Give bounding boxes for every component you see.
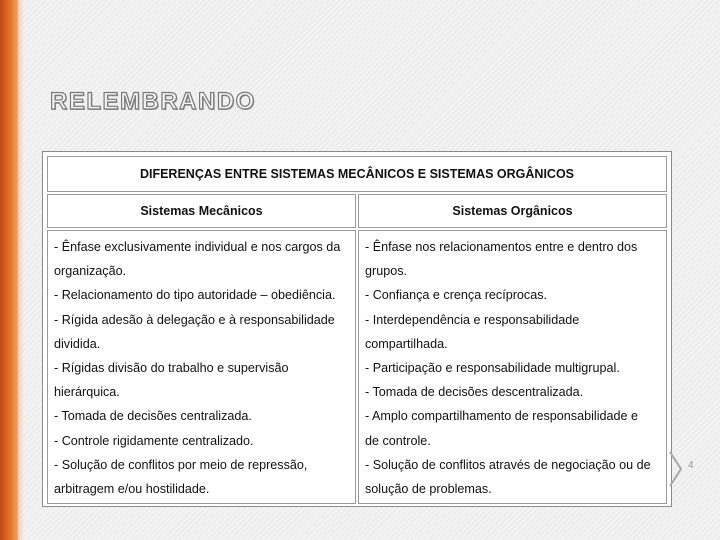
list-line: - Rígidas divisão do trabalho e supervisão xyxy=(54,361,289,376)
list-line: solução de problemas. xyxy=(365,482,492,497)
list-line: - Interdependência e responsabilidade xyxy=(365,312,580,327)
list-line: - Solução de conflitos através de negociação ou de xyxy=(365,457,651,472)
comparison-table-grid xyxy=(45,154,669,506)
column-heading-row xyxy=(47,194,667,228)
organic-column-body xyxy=(358,230,667,504)
list-line: - Amplo compartilhamento de responsabilidade e xyxy=(365,409,639,424)
content-row xyxy=(47,230,667,504)
list-line: dividida. xyxy=(54,336,101,351)
list-line: - Ênfase exclusivamente individual e nos cargos da xyxy=(54,240,341,254)
column-heading-organic: Sistemas Orgânicos xyxy=(358,194,667,228)
column-heading-mechanical: Sistemas Mecânicos xyxy=(47,194,356,228)
list-line: - Relacionamento do tipo autoridade – obediência. xyxy=(54,288,336,303)
list-line: - Tomada de decisões centralizada. xyxy=(54,409,252,424)
orange-side-bar xyxy=(0,0,18,540)
list-line: - Controle rigidamente centralizado. xyxy=(54,433,254,448)
list-line: arbitragem e/ou hostilidade. xyxy=(54,482,210,497)
list-line: organização. xyxy=(54,264,127,279)
table-title-row xyxy=(47,156,667,192)
side-bar-fade xyxy=(18,0,24,540)
list-line: - Confiança e crença recíprocas. xyxy=(365,288,547,303)
list-line: - Rígida adesão à delegação e à responsabilidade xyxy=(54,312,335,327)
mechanical-column-body xyxy=(47,230,356,504)
comparison-table xyxy=(42,151,672,507)
list-line: grupos. xyxy=(365,264,408,279)
list-line: de controle. xyxy=(365,433,431,448)
list-line: - Tomada de decisões descentralizada. xyxy=(365,385,584,400)
list-line: - Solução de conflitos por meio de repressão, xyxy=(54,457,308,472)
slide-title: RELEMBRANDO xyxy=(50,88,256,115)
list-line: compartilhada. xyxy=(365,336,448,351)
chevron-right-icon xyxy=(668,450,684,488)
list-line: - Ênfase nos relacionamentos entre e dentro dos xyxy=(365,240,638,254)
list-line: hierárquica. xyxy=(54,385,120,400)
list-line: - Participação e responsabilidade multigrupal. xyxy=(365,361,620,376)
table-header: DIFERENÇAS ENTRE SISTEMAS MECÂNICOS E SISTEMAS ORGÂNICOS xyxy=(47,156,667,192)
page-number: 4 xyxy=(688,460,694,471)
